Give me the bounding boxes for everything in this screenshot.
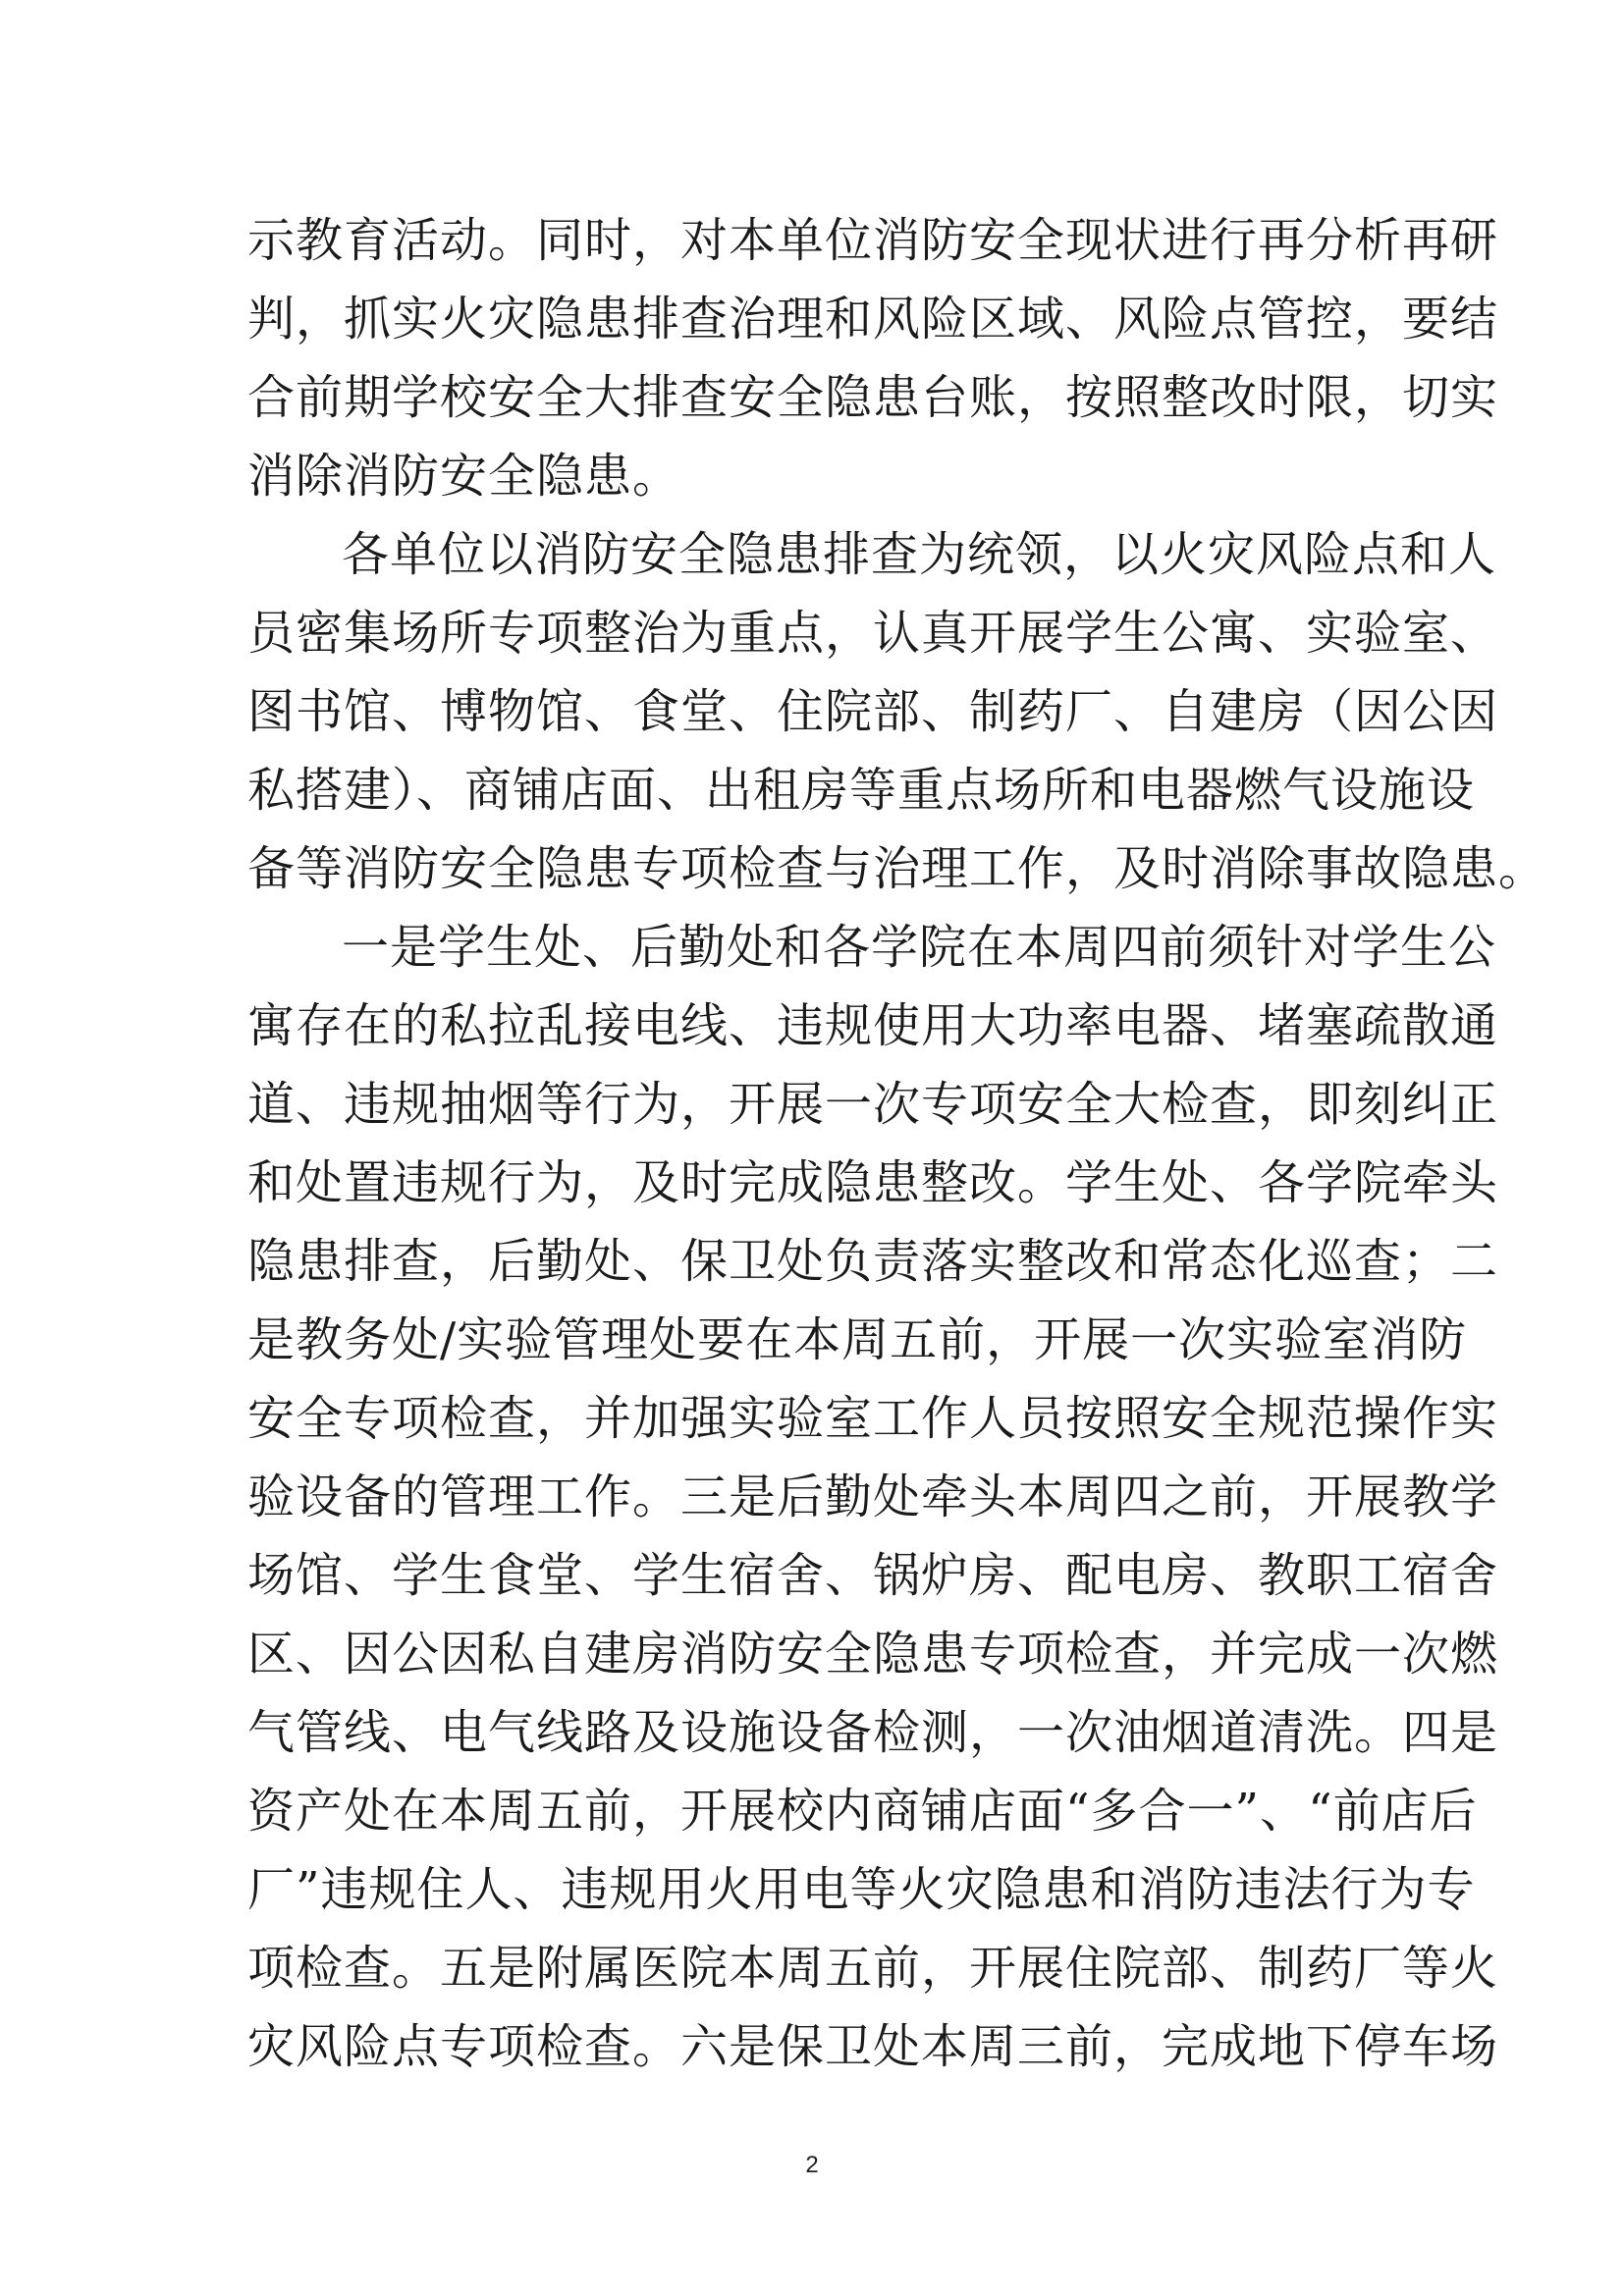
text-line: 验设备的管理工作。三是后勤处牵头本周四之前，开展教学: [247, 1469, 1499, 1524]
text-line: 示教育活动。同时，对本单位消防安全现状进行再分析再研: [247, 213, 1499, 268]
text-line: 灾风险点专项检查。六是保卫处本周三前，完成地下停车场: [247, 2019, 1499, 2074]
text-line: 气管线、电气线路及设施设备检测，一次油烟道清洗。四是: [247, 1705, 1499, 1760]
text-line: 场馆、学生食堂、学生宿舍、锅炉房、配电房、教职工宿舍: [247, 1548, 1499, 1603]
text-line: 项检查。五是附属医院本周五前，开展住院部、制药厂等火: [247, 1941, 1499, 1996]
body-text: [247, 201, 1547, 2086]
text-line: 是教务处/实验管理处要在本周五前，开展一次实验室消防: [247, 1312, 1468, 1367]
text-line: 判，抓实火灾隐患排查治理和风险区域、风险点管控，要结: [247, 292, 1499, 347]
text-line: 安全专项检查，并加强实验室工作人员按照安全规范操作实: [247, 1391, 1499, 1446]
text-line: 消除消防安全隐患。: [247, 449, 681, 504]
text-line: 员密集场所专项整治为重点，认真开展学生公寓、实验室、: [247, 606, 1499, 661]
text-line: 道、违规抽烟等行为，开展一次专项安全大检查，即刻纠正: [247, 1077, 1499, 1132]
text-line: 私搭建）、商铺店面、出租房等重点场所和电器燃气设施设: [247, 763, 1476, 818]
text-line: 一是学生处、后勤处和各学院在本周四前须针对学生公: [342, 920, 1497, 975]
text-line: 图书馆、博物馆、食堂、住院部、制药厂、自建房（因公因: [247, 684, 1499, 739]
text-line: 资产处在本周五前，开展校内商铺店面“多合一”、“前店后: [247, 1784, 1478, 1839]
text-line: 各单位以消防安全隐患排查为统领，以火灾风险点和人: [342, 527, 1497, 582]
text-line: 备等消防安全隐患专项检查与治理工作，及时消除事故隐患。: [247, 841, 1547, 896]
text-line: 寓存在的私拉乱接电线、违规使用大功率电器、堵塞疏散通: [247, 998, 1499, 1053]
text-line: 区、因公因私自建房消防安全隐患专项检查，并完成一次燃: [247, 1627, 1499, 1682]
text-line: 隐患排查，后勤处、保卫处负责落实整改和常态化巡查；二: [247, 1234, 1499, 1289]
text-line: 合前期学校安全大排查安全隐患台账，按照整改时限，切实: [247, 370, 1499, 425]
page-number: 2: [805, 2152, 819, 2178]
text-line: 和处置违规行为，及时完成隐患整改。学生处、各学院牵头: [247, 1155, 1499, 1210]
text-line: 厂”违规住人、违规用火用电等火灾隐患和消防违法行为专: [247, 1862, 1476, 1917]
